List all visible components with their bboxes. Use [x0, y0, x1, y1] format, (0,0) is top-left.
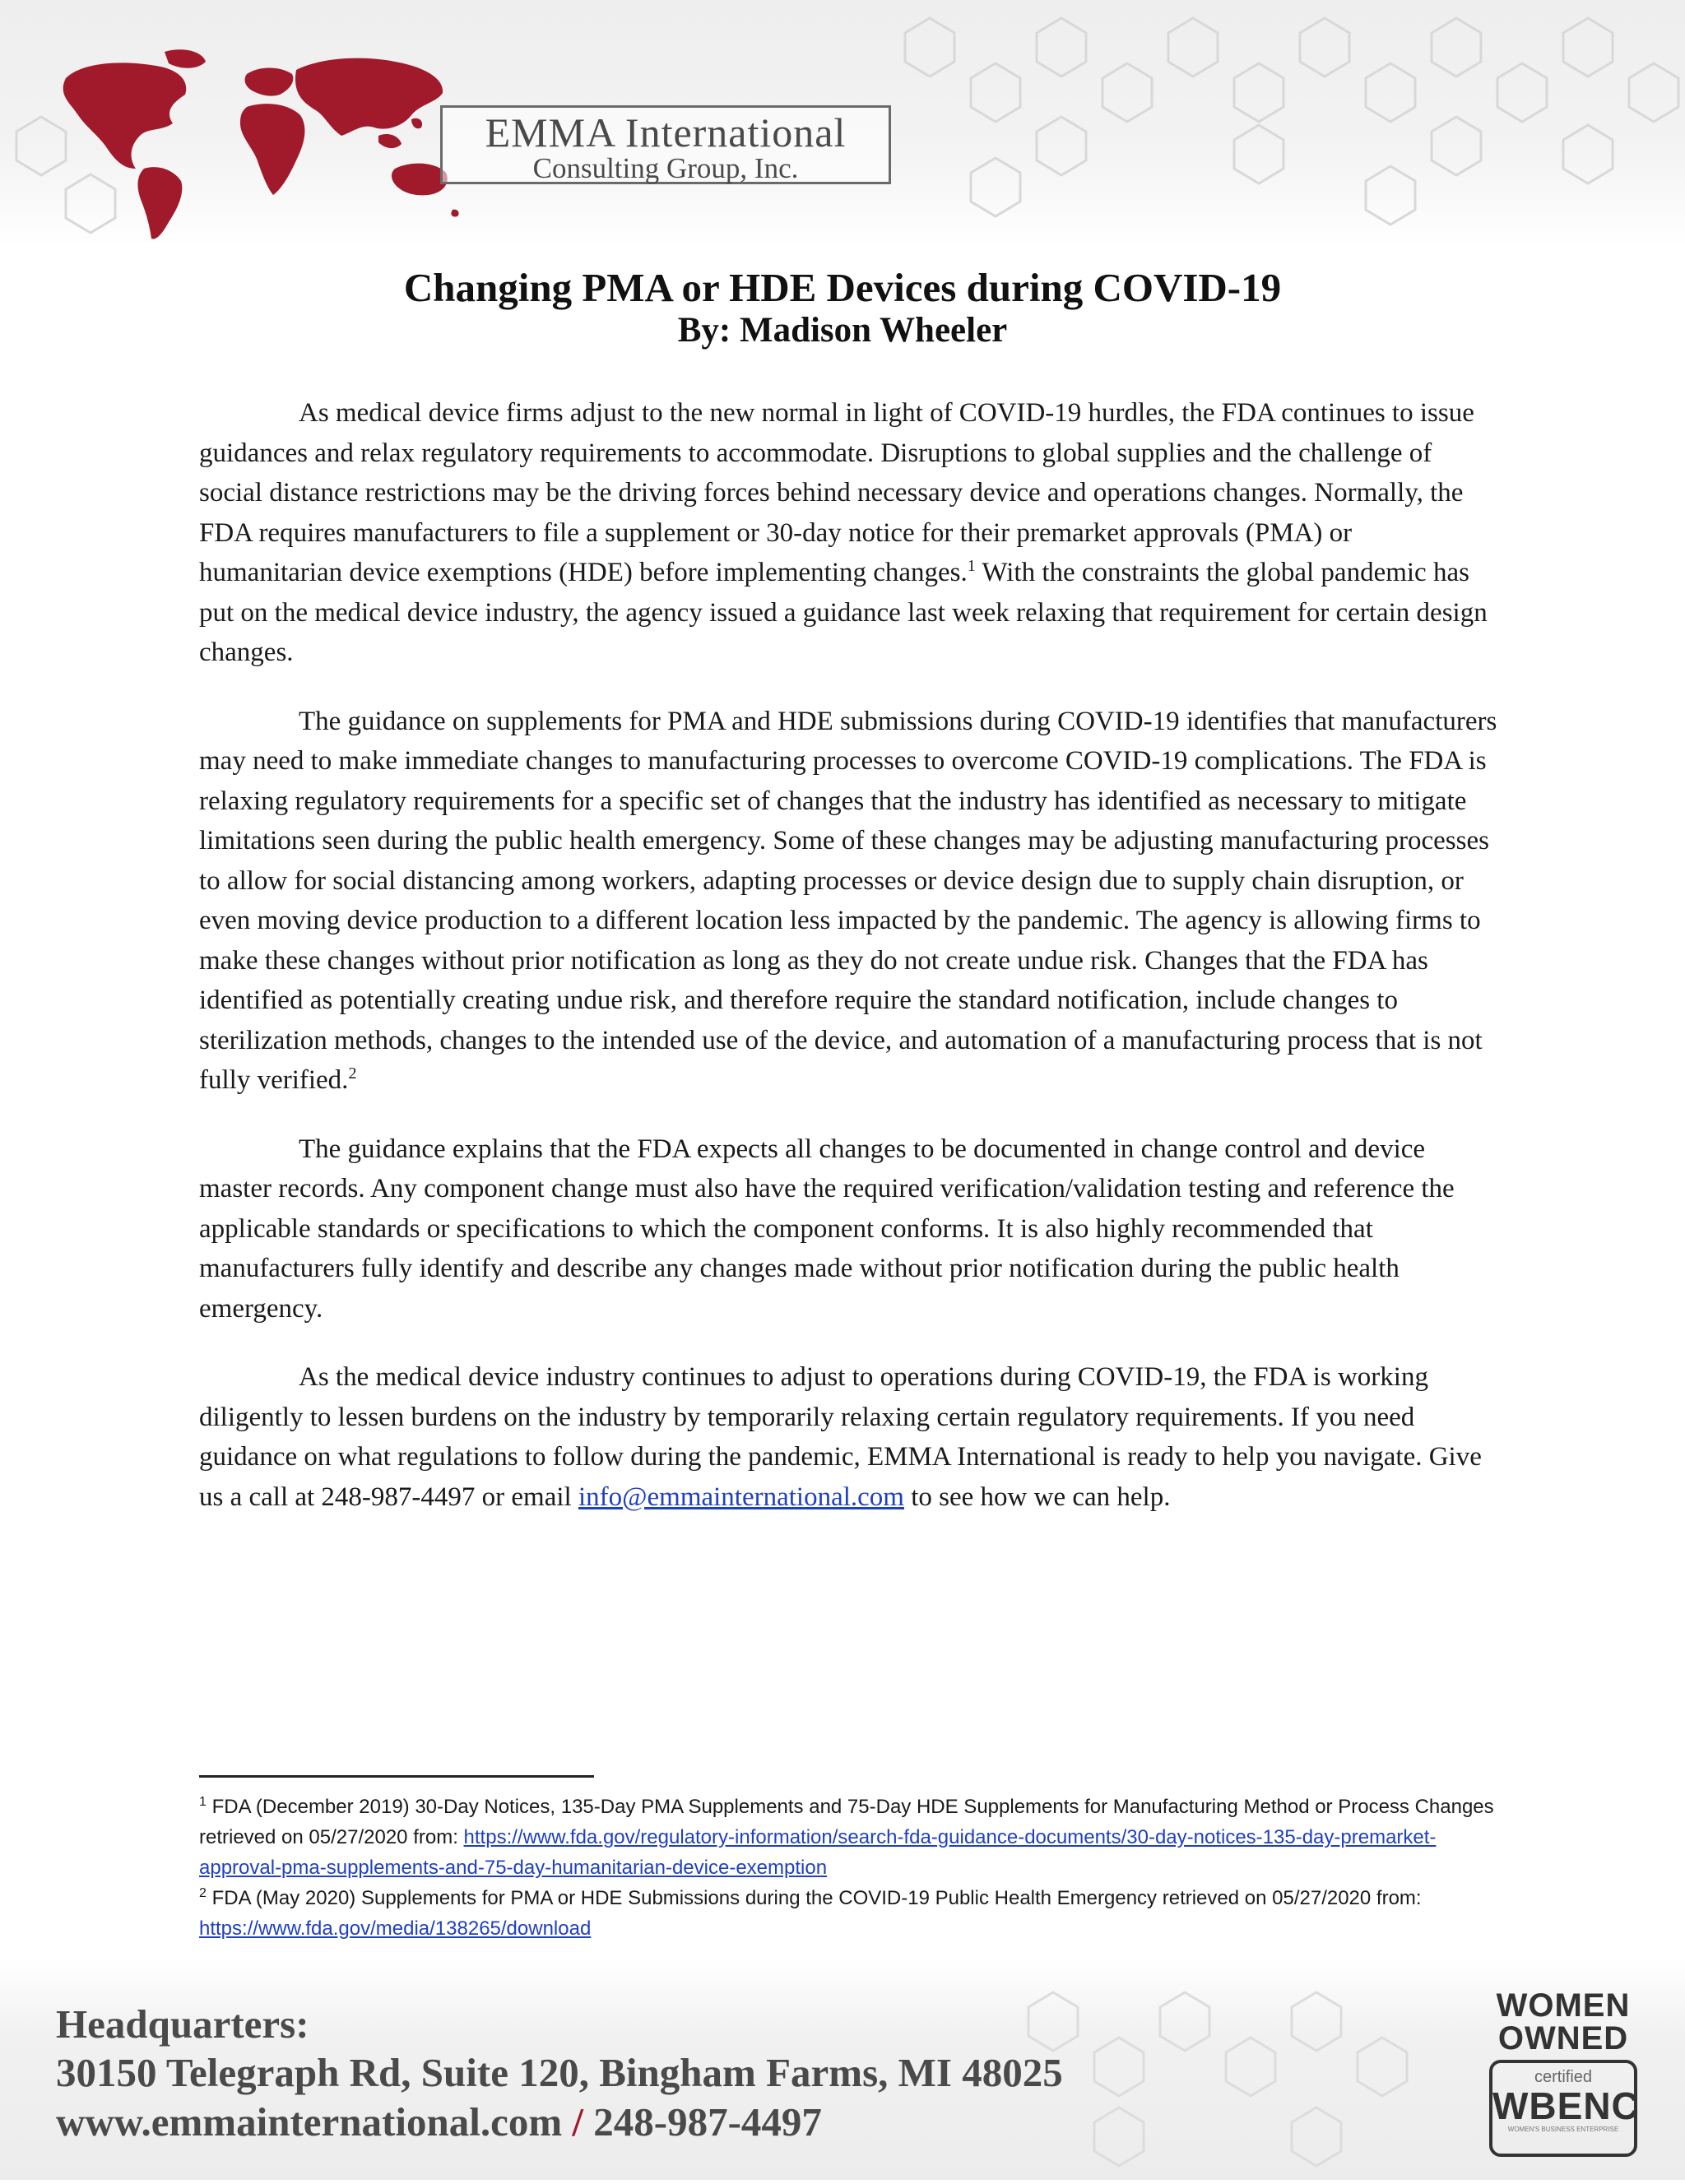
footnote-ref-2: 2 — [348, 1064, 357, 1083]
paragraph-3-text: The guidance explains that the FDA expects all changes to be documented in change control and device master records. Any component change must also have the required verification/validation testing and reference the applicable standards or specifications to which the component conforms. It is also highly recommended that manufacturers fully identify and describe any changes made without prior notification during the public health emergency. — [199, 1134, 1455, 1324]
footer-website[interactable]: www.emmainternational.com — [56, 2099, 563, 2145]
paragraph-4-text-b: to see how we can help. — [903, 1482, 1171, 1512]
company-logo-box — [440, 105, 891, 184]
logo-company-name: EMMA International — [485, 109, 847, 155]
document-byline: By: Madison Wheeler — [677, 311, 1008, 350]
footnote-2-link[interactable]: https://www.fda.gov/media/138265/download — [199, 1917, 592, 1940]
document-title: Changing PMA or HDE Devices during COVID-19 — [403, 265, 1282, 310]
footnote-2-number: 2 — [199, 1886, 207, 1900]
footnote-1 — [199, 1792, 1499, 1883]
article-body — [199, 393, 1499, 1546]
footer-phone: 248-987-4497 — [593, 2099, 822, 2145]
email-link[interactable]: info@emmainternational.com — [578, 1482, 904, 1512]
logo-company-subtitle: Consulting Group, Inc. — [532, 152, 799, 184]
paragraph-1-text-b: With the constraints the global pandemic has put on the medical device industry, the agency issued a guidance last week relaxing that requirement for certain design changes. — [199, 558, 1488, 667]
footer-separator: / — [562, 2099, 594, 2145]
paragraph-1-text-a: As medical device firms adjust to the new normal in light of COVID-19 hurdles, the FDA continues to issue guidances and relax regulatory requirements to accommodate. Disruptions to global supplies and the challenge of social distance restrictions may be the driving forces behind necessary device and operations changes. Normally, the FDA requires manufacturers to file a supplement or 30-day notice for their premarket approvals (PMA) or humanitarian device exemptions (HDE) before implementing changes. — [199, 398, 1474, 587]
footnote-separator — [199, 1775, 594, 1778]
badge-women-text: WOMEN — [1496, 1987, 1631, 2024]
paragraph-3 — [199, 1129, 1499, 1329]
headquarters-block — [56, 2001, 1063, 2147]
headquarters-contact — [56, 2098, 1063, 2147]
world-map-logo — [49, 45, 477, 243]
badge-box — [1489, 2060, 1640, 2157]
badge-wbenc-text: WBENC — [1492, 2084, 1640, 2127]
footnote-1-text: FDA (December 2019) 30-Day Notices, 135-Day PMA Supplements and 75-Day HDE Supplements for Manufacturing Method or Process Changes retrieved on 05/27/2020 from: — [199, 1796, 1494, 1848]
badge-certified-text: certified — [1534, 2068, 1593, 2086]
footnote-2 — [199, 1883, 1499, 1944]
paragraph-2-text: The guidance on supplements for PMA and HDE submissions during COVID-19 identifies that manufacturers may need to make immediate changes to manufacturing processes to overcome COVID-19 complications. The FDA is relaxing regulatory requirements for a specific set of changes that the industry has identified as necessary to mitigate limitations seen during the public health emergency. Some of these changes may be adjusting manufacturing processes to allow for social distancing among workers, adapting processes or device design due to supply chain disruption, or even moving device production to a different location less impacted by the pandemic. The agency is allowing firms to make these changes without prior notification as long as they do not create undue risk. Changes that the FDA has identified as potentially creating undue risk, and therefore require the standard notification, include changes to sterilization methods, changes to the intended use of the device, and automation of a manufacturing process that is not fully verified. — [199, 706, 1497, 1095]
footnotes — [199, 1792, 1499, 1944]
paragraph-4 — [199, 1357, 1499, 1517]
paragraph-1 — [199, 393, 1499, 673]
wbenc-certification-badge — [1477, 1989, 1650, 2170]
footnote-1-link[interactable]: https://www.fda.gov/regulatory-information/search-fda-guidance-documents/30-day-notices-135-day-premarket-approval-pma-supplements-and-75-day-humanitarian-device-exemption — [199, 1826, 1437, 1879]
headquarters-address: 30150 Telegraph Rd, Suite 120, Bingham Farms, MI 48025 — [56, 2050, 1063, 2095]
badge-owned-text: OWNED — [1497, 2020, 1629, 2056]
footnote-1-number: 1 — [199, 1795, 207, 1809]
footnote-ref-1: 1 — [967, 557, 976, 575]
paragraph-4-text-a: As the medical device industry continues to adjust to operations during COVID-19, the FDA is working diligently to lessen burdens on the industry by temporarily relaxing certain regulatory requirements. If you need guidance on what regulations to follow during the pandemic, EMMA International is ready to help you navigate. Give us a call at 248-987-4497 or email — [199, 1362, 1482, 1512]
paragraph-2 — [199, 702, 1499, 1101]
footnote-2-text: FDA (May 2020) Supplements for PMA or HDE Submissions during the COVID-19 Public Health Emergency retrieved on 05/27/2020 from: — [206, 1887, 1422, 1909]
headquarters-label: Headquarters: — [56, 2001, 309, 2047]
badge-subtitle-text: WOMEN'S BUSINESS ENTERPRISE — [1507, 2126, 1619, 2133]
